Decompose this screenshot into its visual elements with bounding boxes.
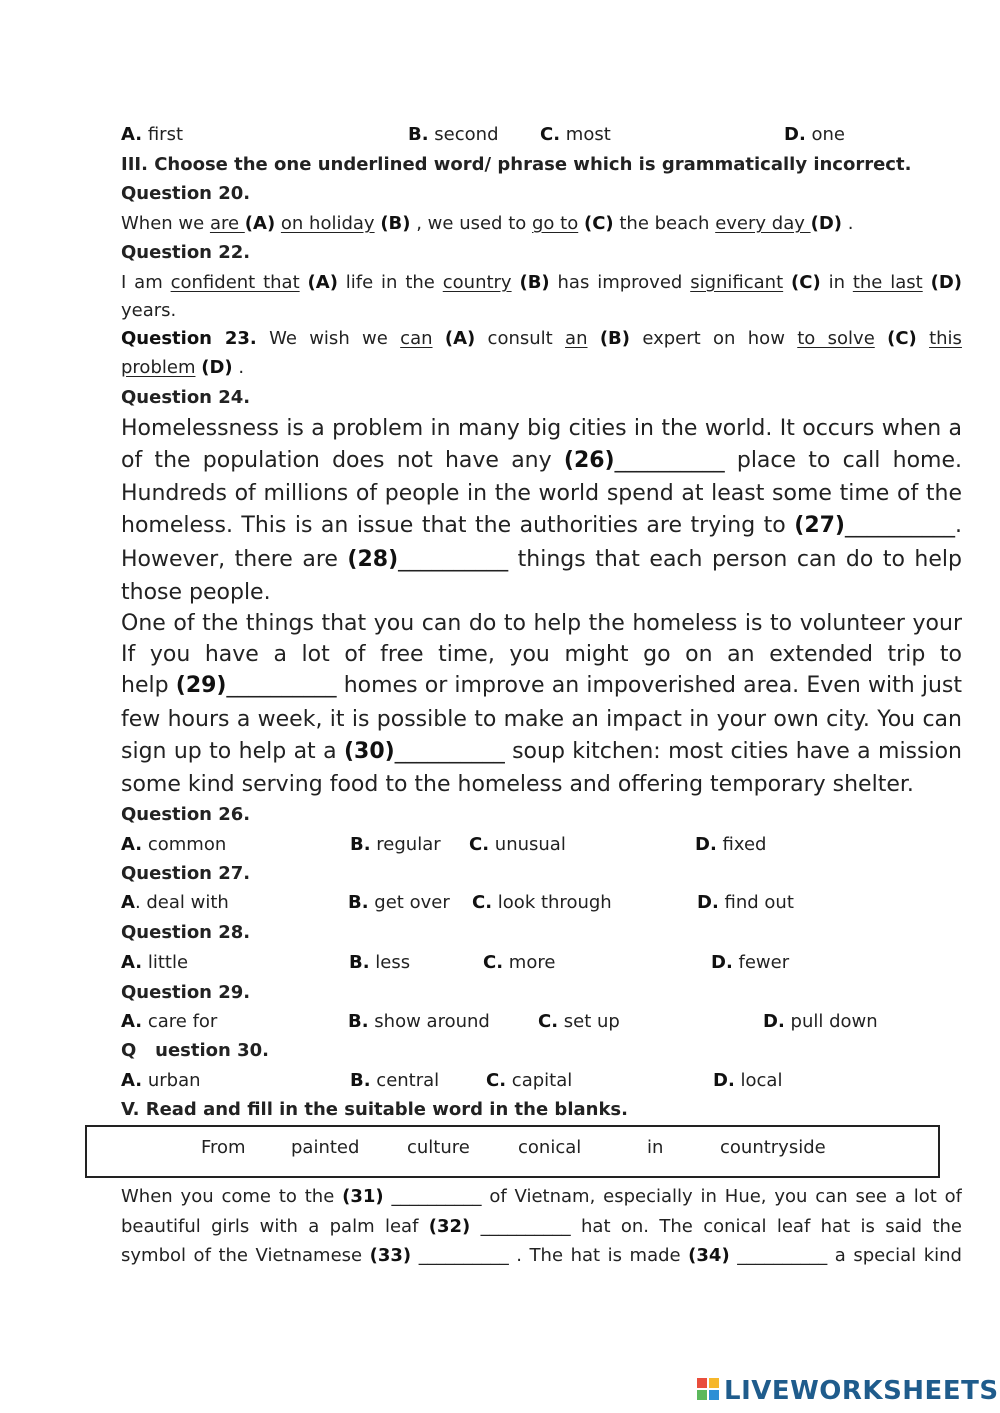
q22-sentence: I am confident that (A) life in the country (B) has improved significant (C) in the last (D): [121, 272, 962, 293]
q23-sentence: Question 23. We wish we can (A) consult an (B) expert on how to solve (C) this: [121, 328, 962, 349]
section-5-title: V. Read and fill in the suitable word in the blanks.: [121, 1099, 628, 1120]
q28-option-a[interactable]: A. little: [121, 952, 189, 973]
q26-option-b[interactable]: B. regular: [350, 834, 441, 855]
q28-option-d[interactable]: D. fewer: [711, 952, 790, 973]
q23-sentence-line2: problem (D) .: [121, 357, 245, 378]
q20-heading: Question 20.: [121, 183, 251, 204]
q19-option-d: D. one: [784, 124, 846, 145]
q27-option-b[interactable]: B. get over: [348, 892, 450, 913]
word-bank-item: in: [647, 1137, 664, 1158]
fill-line-3: symbol of the Vietnamese (33) __________ . The hat is made (34) __________ a special kind: [121, 1245, 962, 1266]
q19-option-a: A. first: [121, 124, 184, 145]
passage-line-4: homeless. This is an issue that the authorities are trying to (27)__________.: [121, 513, 962, 538]
liveworksheets-logo-icon: [697, 1378, 721, 1402]
q27-heading: Question 27.: [121, 863, 251, 884]
passage-line-3: Hundreds of millions of people in the world spend at least some time of the: [121, 481, 962, 506]
q20-sentence: When we are (A) on holiday (B) , we used to go to (C) the beach every day (D) .: [121, 213, 854, 234]
word-bank-item: conical: [518, 1137, 582, 1158]
q28-heading: Question 28.: [121, 922, 251, 943]
passage-line-9: help (29)__________ homes or improve an impoverished area. Even with just: [121, 673, 962, 698]
q30-option-c[interactable]: C. capital: [486, 1070, 573, 1091]
q29-option-a[interactable]: A. care for: [121, 1011, 218, 1032]
q27-option-d[interactable]: D. find out: [697, 892, 794, 913]
q19-option-b: B. second: [408, 124, 499, 145]
passage-line-7: One of the things that you can do to help the homeless is to volunteer your: [121, 611, 962, 636]
q30-option-d[interactable]: D. local: [713, 1070, 783, 1091]
word-bank-item: painted: [291, 1137, 360, 1158]
q22-sentence-line2: years.: [121, 300, 177, 321]
q29-option-c[interactable]: C. set up: [538, 1011, 620, 1032]
passage-line-10: few hours a week, it is possible to make an impact in your own city. You can: [121, 707, 962, 732]
passage-line-12: some kind serving food to the homeless and offering temporary shelter.: [121, 772, 914, 797]
word-bank-item: From: [201, 1137, 246, 1158]
q26-option-d[interactable]: D. fixed: [695, 834, 767, 855]
passage-line-8: If you have a lot of free time, you might go on an extended trip to: [121, 642, 962, 667]
section-3-title: III. Choose the one underlined word/ phrase which is grammatically incorrect.: [121, 154, 912, 175]
liveworksheets-logo: LIVEWORKSHEETS: [697, 1376, 999, 1406]
passage-line-6: those people.: [121, 580, 271, 605]
passage-line-2: of the population does not have any (26)__________ place to call home.: [121, 448, 962, 473]
q19-option-c: C. most: [540, 124, 611, 145]
word-bank-item: culture: [407, 1137, 470, 1158]
q29-option-b[interactable]: B. show around: [348, 1011, 490, 1032]
q26-option-a[interactable]: A. common: [121, 834, 227, 855]
passage-line-11: sign up to help at a (30)__________ soup kitchen: most cities have a mission: [121, 739, 962, 764]
q24-heading: Question 24.: [121, 387, 251, 408]
q29-heading: Question 29.: [121, 982, 251, 1003]
word-bank-item: countryside: [720, 1137, 826, 1158]
q22-heading: Question 22.: [121, 242, 251, 263]
q28-option-b[interactable]: B. less: [349, 952, 411, 973]
q30-option-b[interactable]: B. central: [350, 1070, 440, 1091]
q29-option-d[interactable]: D. pull down: [763, 1011, 878, 1032]
q27-option-a[interactable]: A. deal with: [121, 892, 229, 913]
q26-option-c[interactable]: C. unusual: [469, 834, 566, 855]
q30-option-a[interactable]: A. urban: [121, 1070, 201, 1091]
q26-heading: Question 26.: [121, 804, 251, 825]
q30-heading: Q uestion 30.: [121, 1040, 269, 1061]
passage-line-5: However, there are (28)__________ things that each person can do to help: [121, 547, 962, 572]
passage-line-1: Homelessness is a problem in many big cities in the world. It occurs when a: [121, 416, 962, 441]
q27-option-c[interactable]: C. look through: [472, 892, 612, 913]
fill-line-1: When you come to the (31) __________ of Vietnam, especially in Hue, you can see a lot of: [121, 1186, 962, 1207]
fill-line-2: beautiful girls with a palm leaf (32) __________ hat on. The conical leaf hat is said the: [121, 1216, 962, 1237]
q28-option-c[interactable]: C. more: [483, 952, 556, 973]
